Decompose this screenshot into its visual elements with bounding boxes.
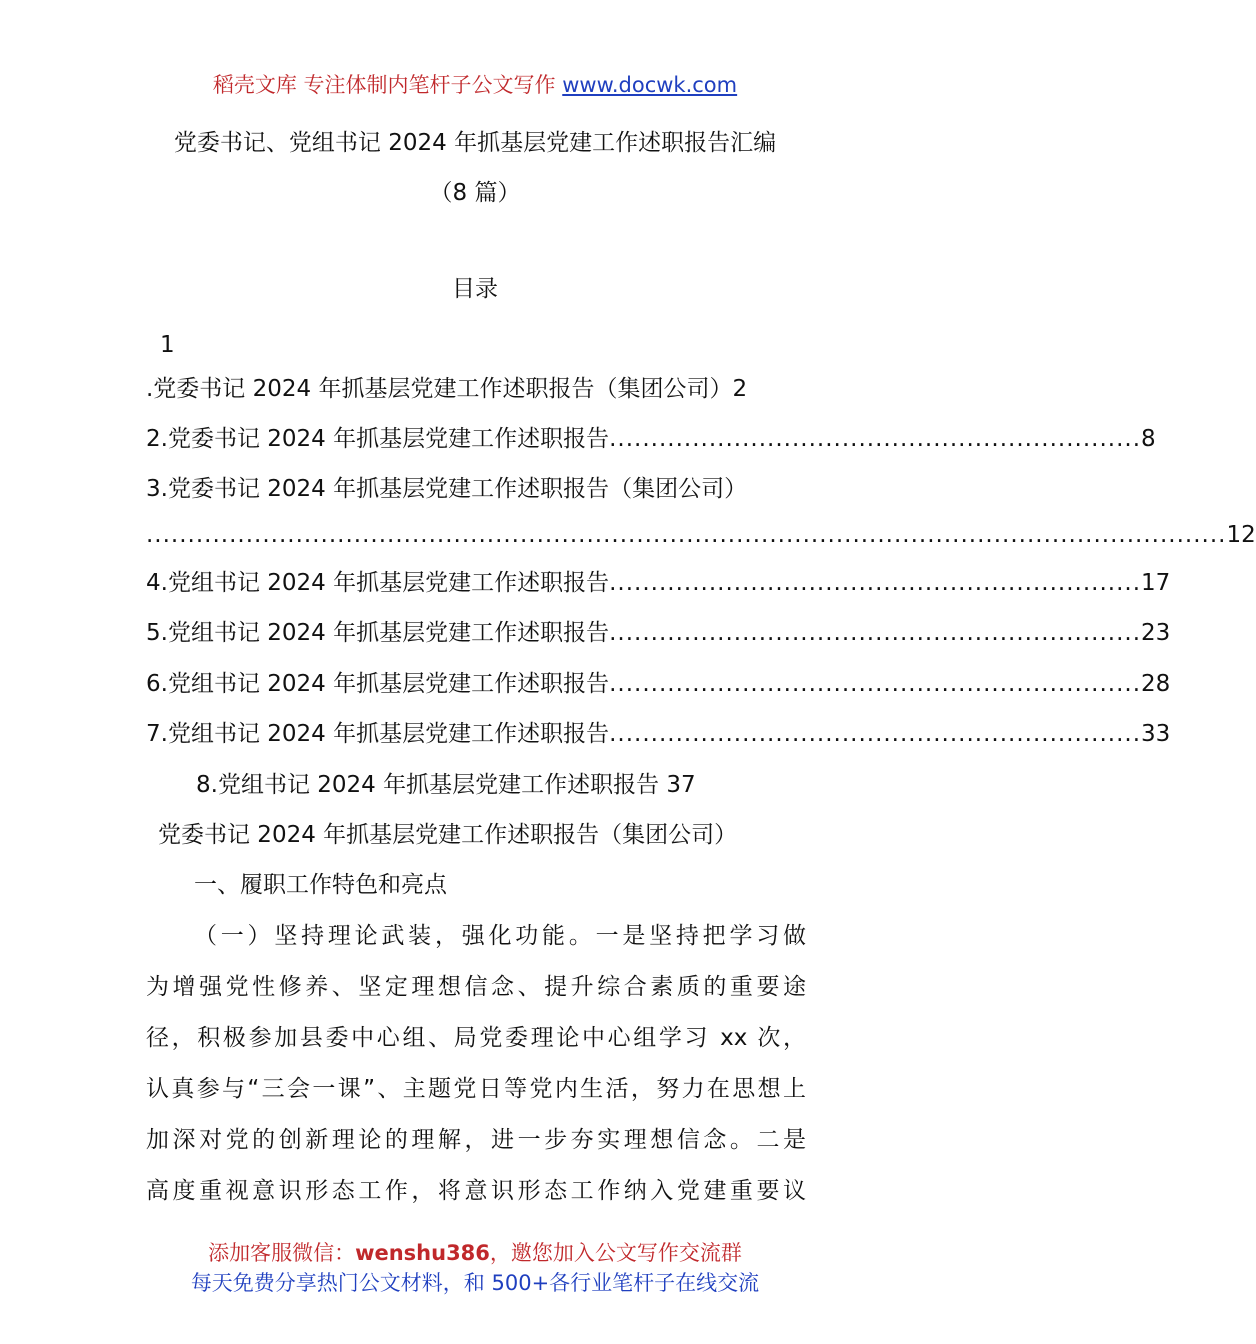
section-title: 党委书记 2024 年抓基层党建工作述职报告（集团公司） [158, 822, 738, 848]
body-paragraph-line: 径，积极参加县委中心组、局党委理论中心组学习 xx 次， [146, 1025, 806, 1051]
toc-item-6[interactable] [146, 667, 1171, 701]
toc-heading: 目录 [452, 276, 498, 302]
toc-item-7[interactable] [146, 717, 1171, 751]
toc-item-title: 2.党委书记 2024 年抓基层党建工作述职报告 [146, 426, 610, 452]
toc-item-title: 5.党组书记 2024 年抓基层党建工作述职报告 [146, 620, 610, 646]
toc-page-number: 33 [1141, 721, 1171, 747]
toc-item-2[interactable] [146, 422, 1156, 456]
toc-first-number: 1 [160, 332, 175, 358]
footer-contact [0, 1238, 950, 1268]
header-url-link[interactable]: www.docwk.com [562, 73, 738, 97]
body-paragraph-line: 高度重视意识形态工作，将意识形态工作纳入党建重要议 [146, 1178, 806, 1204]
toc-page-number: 28 [1141, 671, 1171, 697]
document-subtitle: （8 篇） [429, 180, 521, 206]
footer-suffix: ，邀您加入公文写作交流群 [489, 1241, 742, 1265]
toc-item-title: 7.党组书记 2024 年抓基层党建工作述职报告 [146, 721, 610, 747]
body-paragraph-line: 为增强党性修养、坚定理想信念、提升综合素质的重要途 [146, 974, 806, 1000]
toc-leader: ................................................................ [609, 426, 1142, 452]
body-paragraph-line: 认真参与“三会一课”、主题党日等党内生活，努力在思想上 [146, 1076, 806, 1102]
toc-item-title: 3.党委书记 2024 年抓基层党建工作述职报告（集团公司） [146, 476, 748, 502]
section-heading: 一、履职工作特色和亮点 [194, 872, 447, 898]
footer-promo: 每天免费分享热门公文材料，和 500+各行业笔杆子在线交流 [190, 1271, 760, 1295]
toc-page-number: 8 [1141, 426, 1156, 452]
footer-prefix: 添加客服微信： [208, 1241, 356, 1265]
document-title: 党委书记、党组书记 2024 年抓基层党建工作述职报告汇编 [173, 130, 777, 156]
toc-leader: .................................................................................................................................. [146, 522, 1227, 548]
toc-item-8[interactable]: 8.党组书记 2024 年抓基层党建工作述职报告 37 [196, 772, 696, 798]
toc-item-3[interactable] [146, 472, 806, 506]
toc-item-4[interactable] [146, 566, 1171, 600]
footer-wechat-id[interactable]: wenshu386 [355, 1241, 490, 1265]
header-brand: 稻壳文库 专注体制内笔杆子公文写作 [212, 73, 556, 97]
toc-item-title: 6.党组书记 2024 年抓基层党建工作述职报告 [146, 671, 610, 697]
body-paragraph-line: 加深对党的创新理论的理解，进一步夯实理想信念。二是 [146, 1127, 806, 1153]
toc-leader: ................................................................ [609, 570, 1142, 596]
toc-item-5[interactable] [146, 616, 1171, 650]
toc-page-number: 23 [1141, 620, 1171, 646]
toc-item-3-continued[interactable] [146, 518, 1256, 552]
header-banner [0, 70, 950, 100]
toc-leader: ................................................................ [609, 721, 1142, 747]
toc-item-title: 4.党组书记 2024 年抓基层党建工作述职报告 [146, 570, 610, 596]
toc-leader: ................................................................ [609, 671, 1142, 697]
toc-leader: ................................................................ [609, 620, 1142, 646]
toc-item-1[interactable]: .党委书记 2024 年抓基层党建工作述职报告（集团公司）2 [146, 376, 748, 402]
toc-page-number: 17 [1141, 570, 1171, 596]
toc-page-number: 12 [1226, 522, 1256, 548]
body-paragraph-line: （一）坚持理论武装，强化功能。一是坚持把学习做 [194, 923, 806, 949]
